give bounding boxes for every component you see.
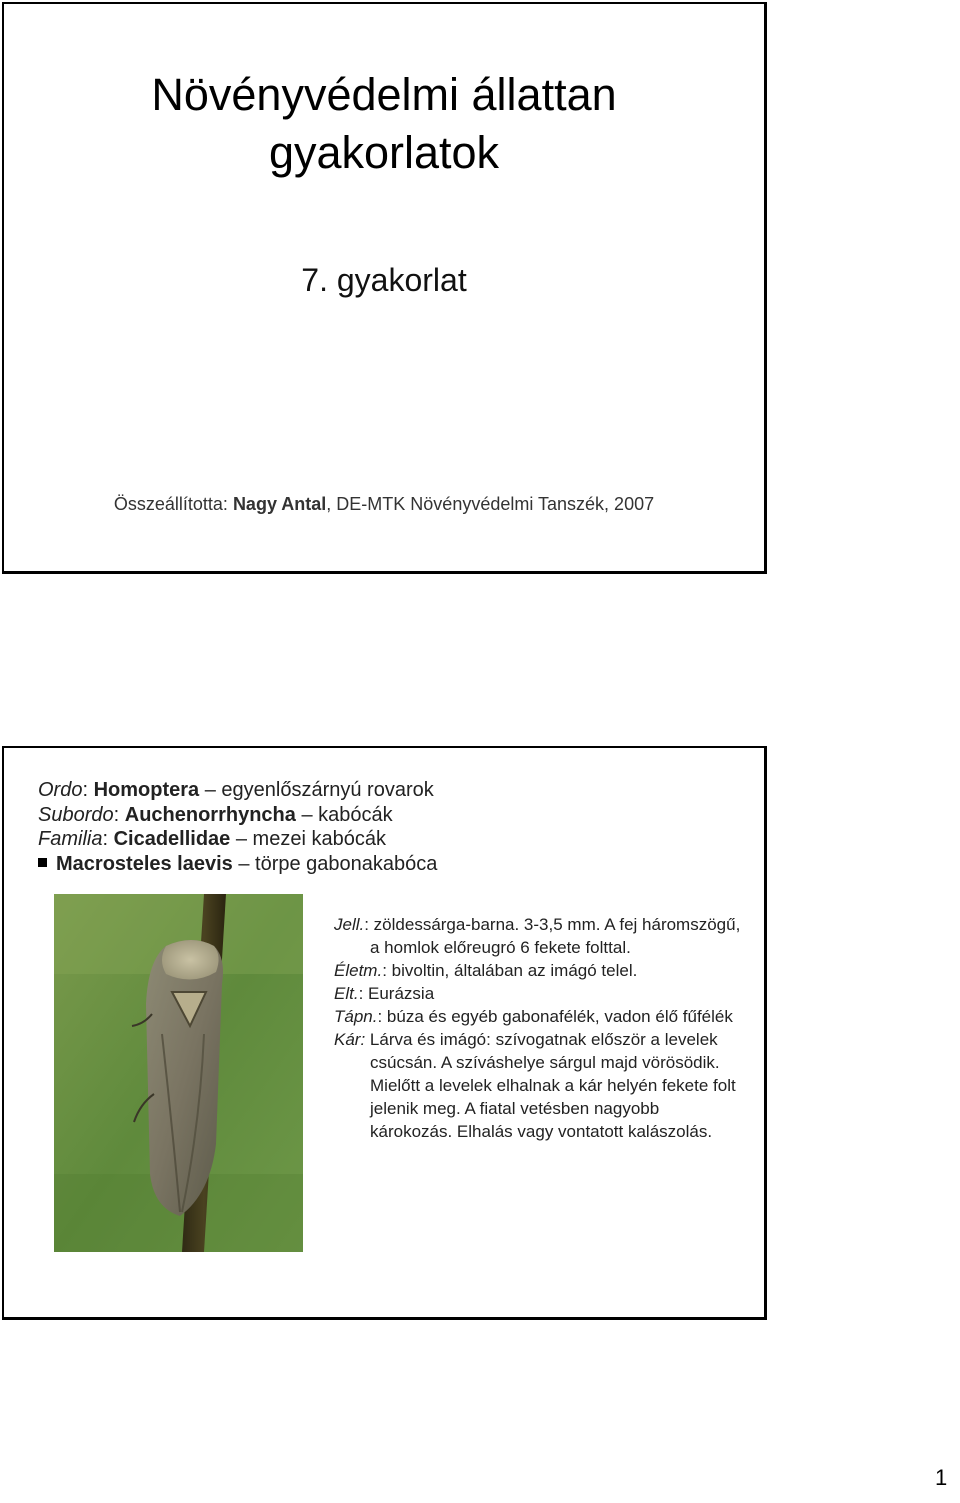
desc-kar [334,1028,744,1143]
title-line-2: gyakorlatok [268,127,500,178]
taxon-name: Homoptera [93,779,200,801]
taxon-name: Auchenorrhyncha [124,803,296,826]
taxonomy-row-ordo: Ordo: Homoptera – egyenlőszárnyú rovarok [38,779,434,801]
credit-suffix: , DE-MTK Növényvédelmi Tanszék, 2007 [326,494,655,514]
rank-label: Ordo [38,779,83,801]
desc-label: Életm. [334,961,383,980]
taxon-common: – kabócák [295,803,393,826]
insect-photo [54,894,303,1252]
title-line-1: Növényvédelmi állattan [151,69,617,120]
credit-line [4,494,764,515]
desc-text: : zöldessárga-barna. 3-3,5 mm. A fej háromszögű, a homlok előreugró 6 fekete folttal. [364,915,741,957]
desc-text: : bivoltin, általában az imágó telel. [382,961,638,980]
subtitle: 7. gyakorlat [301,262,467,298]
credit-prefix: Összeállította: [113,494,233,514]
desc-label: Elt. [334,984,359,1003]
species-name: Macrosteles laevis [56,852,233,875]
desc-tapn [334,1005,744,1028]
taxonomy-row-familia: Familia: Cicadellidae – mezei kabócák [38,828,386,850]
taxon-common: mezei kabócák [252,828,386,850]
taxonomy-row-subordo: Subordo: Auchenorrhyncha – kabócák [38,803,393,826]
leafhopper-image-icon [54,894,303,1252]
desc-text: Lárva és imágó: szívogatnak először a levelek csúcsán. A szíváshelye sárgul majd vörösödik. Mielőtt a levelek elhalnak a kár helyén fekete folt jelenik meg. A fiatal vetésben nagyobb károkozás. Elhalás vagy vontatott kalászolás. [365,1030,736,1141]
slide-species [2,746,767,1320]
species-common: – törpe gabonakabóca [232,852,438,875]
page-title [4,66,764,182]
desc-eletm [334,959,744,982]
taxonomy-block [38,778,437,876]
desc-text: : Eurázsia [358,984,435,1003]
desc-label: Jell. [334,915,365,934]
taxon-name: Cicadellidae [113,828,231,850]
square-bullet-icon [38,858,47,867]
species-row [38,852,437,877]
rank-label: Subordo [38,803,114,826]
desc-jell [334,913,744,959]
slide-title [2,2,767,574]
taxon-common: – egyenlőszárnyú rovarok [199,779,434,801]
desc-elt [334,982,744,1005]
credit-author: Nagy Antal [232,494,327,514]
desc-label: Tápn. [334,1007,378,1026]
species-description [334,913,744,1143]
desc-label: Kár: [334,1030,366,1049]
page-number: 1 [935,1465,948,1490]
desc-text: : búza és egyéb gabonafélék, vadon élő fűfélék [377,1007,733,1026]
rank-label: Familia [38,828,103,850]
